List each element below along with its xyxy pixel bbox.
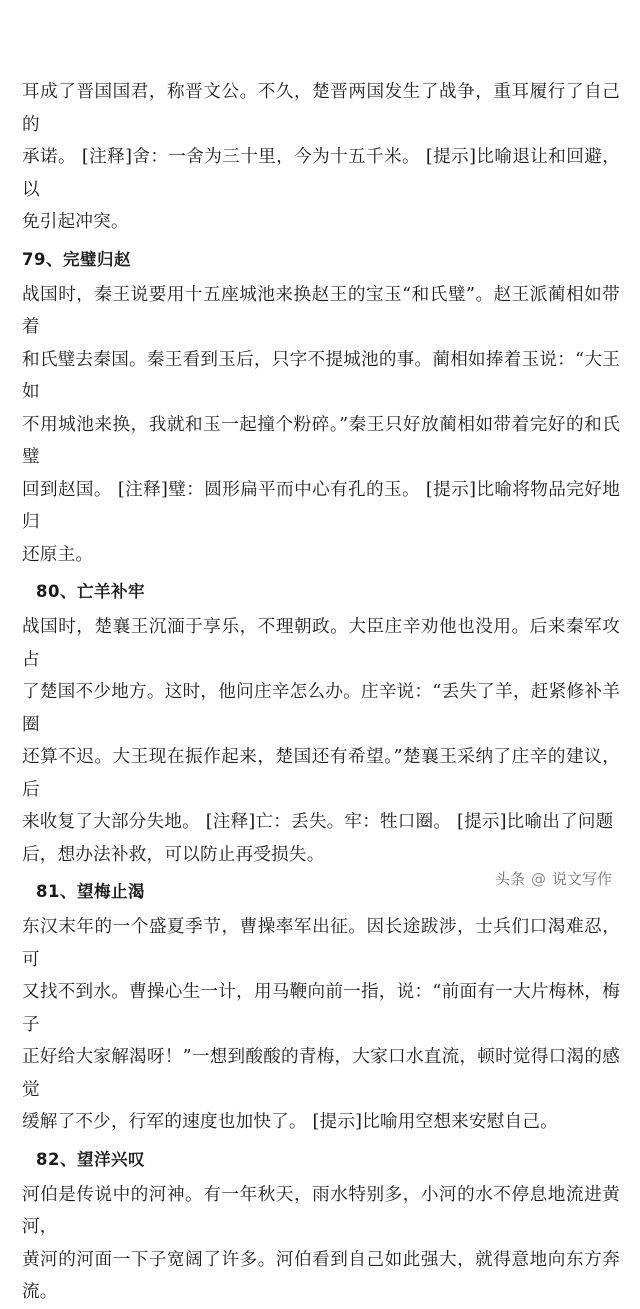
- story-line: 战国时，秦王说要用十五座城池来换赵王的宝玉“和氏璧”。赵王派蔺相如带着: [22, 284, 620, 337]
- source-logo: 头条: [494, 870, 525, 888]
- story-line: 黄河的河面一下子宽阔了许多。河伯看到自己如此强大，就得意地向东方奔流。: [22, 1249, 620, 1302]
- story-line: 缓解了不少，行军的速度也加快了。 [提示]比喻用空想来安慰自己。: [22, 1112, 558, 1132]
- watermark: [495, 868, 612, 889]
- story-line: 来收复了大部分失地。 [注释]亡：丢失。牢：牲口圈。 [提示]比喻出了问题: [22, 812, 614, 832]
- intro-line: 承诺。 [注释]舍：一舍为三十里，今为十五千米。 [提示]比喻退让和回避，以: [22, 147, 620, 200]
- story-line: 还算不迟。大王现在振作起来，楚国还有希望。”楚襄王采纳了庄辛的建议，后: [22, 747, 620, 800]
- intro-section: [22, 76, 620, 239]
- story-line: 不用城池来换，我就和玉一起撞个粉碎。”秦王只好放蔺相如带着完好的和氏璧: [22, 414, 620, 467]
- story-line: 了楚国不少地方。这时，他问庄辛怎么办。庄辛说：“丢失了羊，赶紧修补羊圈: [22, 682, 620, 735]
- story-line: 战国时，楚襄王沉湎于享乐，不理朝政。大臣庄辛劝他也没用。后来秦军攻占: [22, 617, 620, 670]
- idiom-title: 80、亡羊补牢: [36, 582, 145, 601]
- author-name: 说文写作: [551, 870, 612, 888]
- at-sign: @: [530, 869, 546, 888]
- story-line: 东汉末年的一个盛夏季节，曹操率军出征。因长途跋涉，士兵们口渴难忍，可: [22, 917, 620, 970]
- story-line: 河伯是传说中的河神。有一年秋天，雨水特别多，小河的水不停息地流进黄河，: [22, 1184, 620, 1237]
- idiom-title: 81、望梅止渴: [36, 882, 145, 901]
- story-line: 正好给大家解渴呀！”一想到酸酸的青梅，大家口水直流，顿时觉得口渴的感觉: [22, 1047, 620, 1100]
- story-line: 回到赵国。 [注释]璧：圆形扁平而中心有孔的玉。 [提示]比喻将物品完好地归: [22, 479, 620, 532]
- intro-line: 免引起冲突。: [22, 212, 129, 232]
- intro-line: 耳成了晋国国君，称晋文公。不久，楚晋两国发生了战争，重耳履行了自己的: [22, 82, 620, 135]
- idiom-section-79: [22, 245, 620, 572]
- idiom-section-80: [22, 577, 620, 871]
- story-line: 和氏璧去秦国。秦王看到玉后，只字不提城池的事。蔺相如捧着玉说：“大王如: [22, 349, 620, 402]
- story-line: 又找不到水。曹操心生一计，用马鞭向前一指，说：“前面有一大片梅林，梅子: [22, 982, 620, 1035]
- idiom-section-82: [22, 1145, 620, 1309]
- idiom-section-81: [22, 877, 620, 1139]
- idiom-title: 79、完璧归赵: [22, 249, 131, 269]
- story-line: 后，想办法补救，可以防止再受损失。: [22, 844, 325, 865]
- story-line: 还原主。: [22, 544, 94, 565]
- idiom-title: 82、望洋兴叹: [36, 1149, 145, 1169]
